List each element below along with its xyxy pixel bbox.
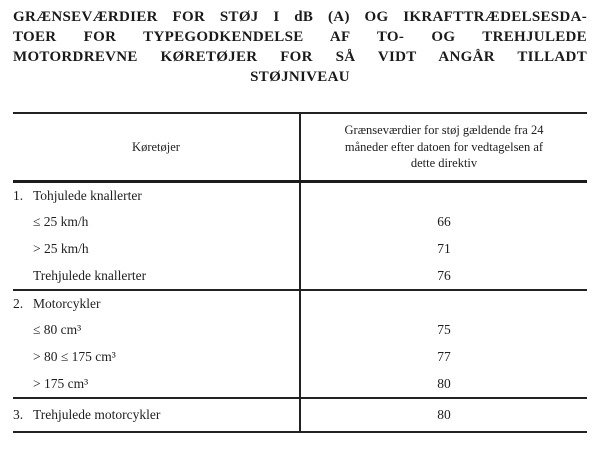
row-label: Trehjulede knallerter <box>33 267 147 283</box>
row-label: Motorcykler <box>33 295 101 311</box>
noise-value-cell: 66 <box>437 214 451 229</box>
col-header-limits <box>300 113 587 182</box>
page-title <box>13 7 587 87</box>
row-label: > 175 cm³ <box>33 375 89 391</box>
vehicle-label-cell <box>13 209 300 236</box>
row-label: > 80 ≤ 175 cm³ <box>33 349 116 364</box>
row-label: ≤ 25 km/h <box>33 214 89 229</box>
noise-value-cell: 77 <box>437 349 451 364</box>
noise-limits-table <box>13 112 587 433</box>
col-header-limits-line: måneder efter datoen for vedtagelsen af <box>344 139 544 154</box>
row-label: Tohjulede knallerter <box>33 187 142 203</box>
noise-value-cell: 75 <box>437 322 451 337</box>
row-label: Trehjulede motorcykler <box>33 406 161 422</box>
table-row <box>13 263 587 290</box>
page-title-line: GRÆNSEVÆRDIER FOR STØJ I dB (A) OG IKRAFTTRÆDELSESDA- <box>13 9 587 25</box>
row-label: > 25 km/h <box>33 241 89 256</box>
vehicle-label-cell <box>13 263 300 290</box>
vehicle-label-cell <box>13 398 300 432</box>
col-header-limits-line: Grænseværdier for støj gældende fra 24 <box>344 123 544 138</box>
table-row <box>13 209 587 236</box>
row-number: 2. <box>13 295 24 311</box>
vehicle-label-cell <box>13 236 300 263</box>
header-row <box>13 113 587 182</box>
table-row <box>13 371 587 398</box>
col-header-vehicles: Køretøjer <box>13 113 300 182</box>
noise-value-cell: 71 <box>437 241 451 256</box>
noise-value-cell <box>300 290 587 317</box>
page-title-line: STØJNIVEAU <box>250 69 350 85</box>
vehicle-label-cell <box>13 344 300 371</box>
vehicle-label-cell <box>13 182 300 209</box>
col-header-limits-line: dette direktiv <box>410 156 478 171</box>
table-row <box>13 236 587 263</box>
table-row <box>13 290 587 317</box>
table-row <box>13 317 587 344</box>
vehicle-label-cell <box>13 290 300 317</box>
row-number: 1. <box>13 187 24 203</box>
table-row <box>13 182 587 209</box>
table-row <box>13 344 587 371</box>
noise-value-cell <box>300 182 587 209</box>
row-number: 3. <box>13 406 24 422</box>
page-title-line: MOTORDREVNE KØRETØJER FOR SÅ VIDT ANGÅR TILLADT <box>13 49 587 65</box>
noise-value-cell: 80 <box>437 406 451 422</box>
noise-value-cell: 76 <box>300 263 587 290</box>
vehicle-label-cell <box>13 371 300 398</box>
page-title-line: TOER FOR TYPEGODKENDELSE AF TO- OG TREHJULEDE <box>13 29 587 45</box>
row-label: ≤ 80 cm³ <box>33 322 82 337</box>
table-row <box>13 398 587 432</box>
vehicle-label-cell <box>13 317 300 344</box>
noise-value-cell: 80 <box>300 371 587 398</box>
